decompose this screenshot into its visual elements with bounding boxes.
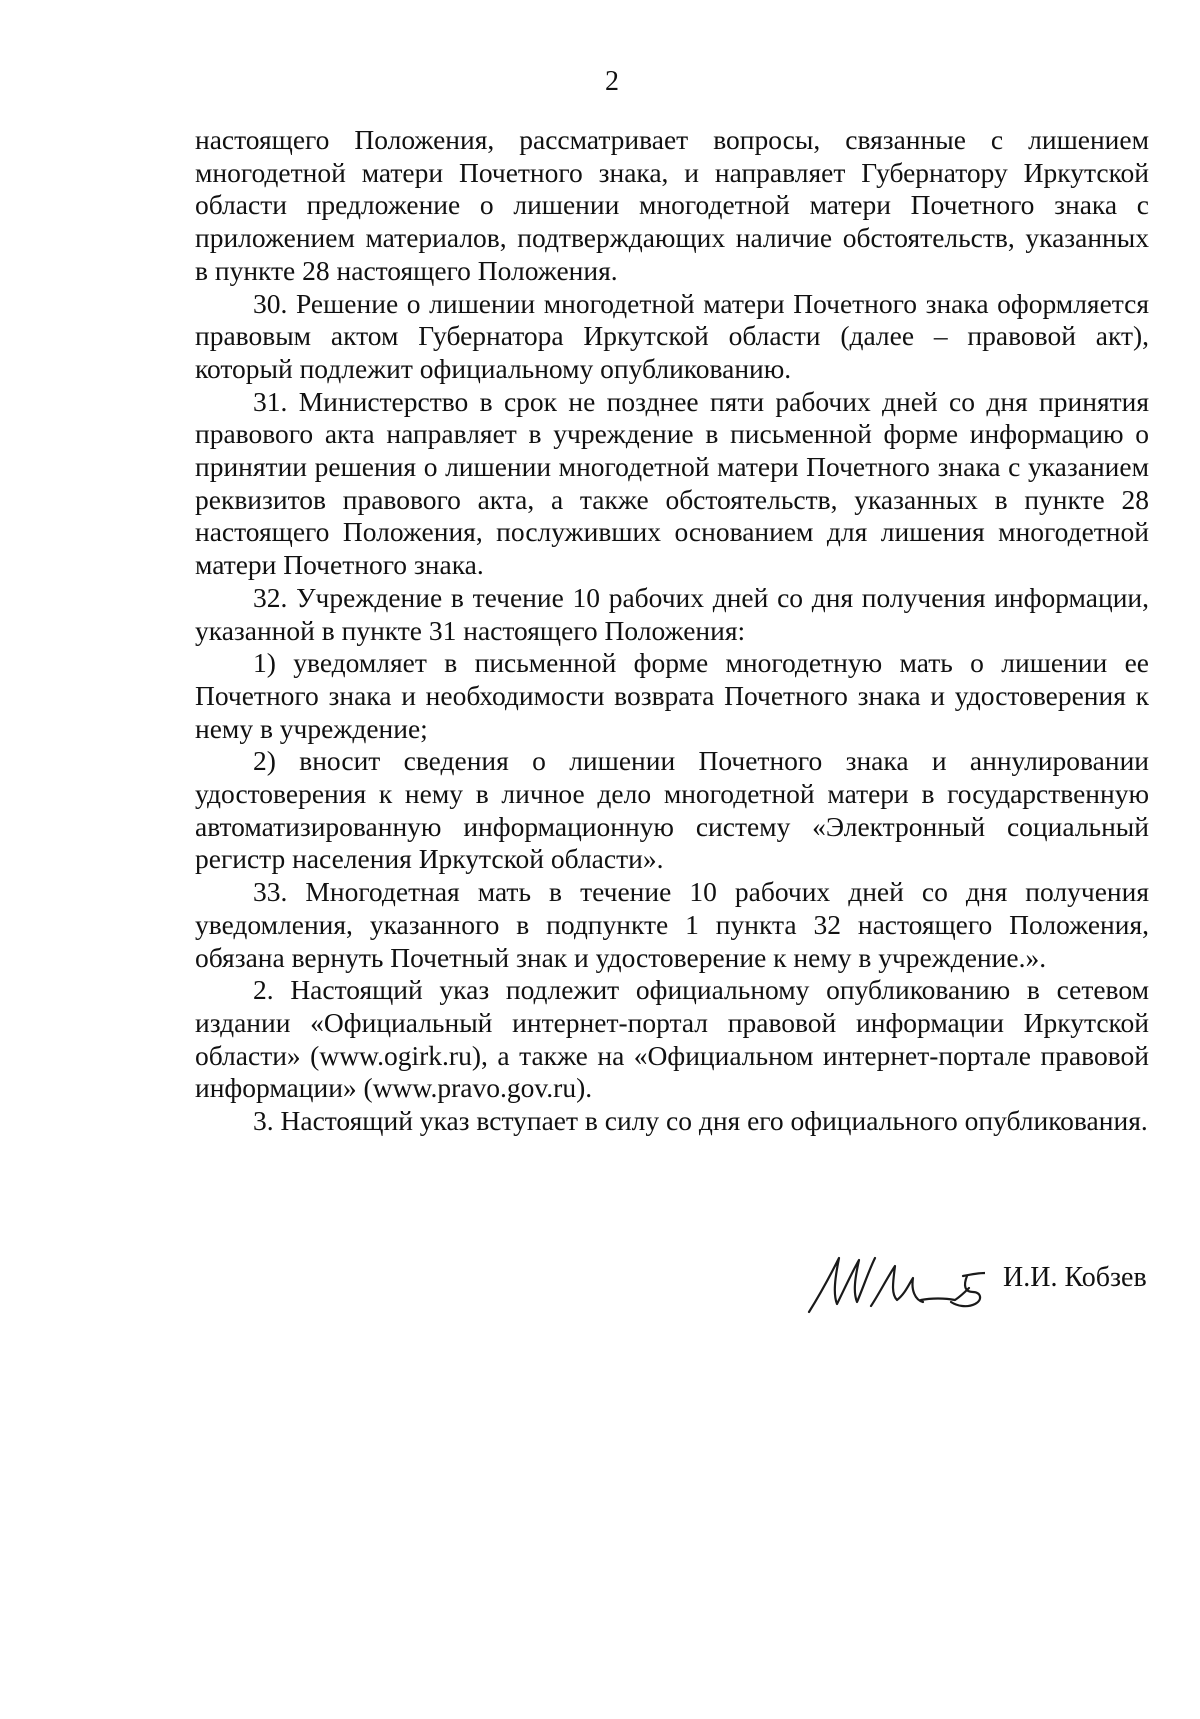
paragraph-item-30: 30. Решение о лишении многодетной матери Почетного знака оформляется правовым актом Губернатора Иркутской области (далее – правовой акт), который подлежит официальному опубликованию. <box>195 287 1149 384</box>
paragraph-continuation: настоящего Положения, рассматривает вопросы, связанные с лишением многодетной матери Почетного знака, и направляет Губернатору Иркутской области предложение о лишении многодетной матери Почетного знака с приложением материалов, подтверждающих наличие обстоятельств, указанных в пункте 28 настоящего Положения. <box>195 124 1149 286</box>
paragraph-decree-3: 3. Настоящий указ вступает в силу со дня его официального опубликования. <box>253 1105 1148 1137</box>
handwritten-signature <box>805 1248 985 1316</box>
paragraph-item-32: 32. Учреждение в течение 10 рабочих дней со дня получения информации, указанной в пункте 31 настоящего Положения: <box>195 581 1149 646</box>
signer-name: И.И. Кобзев <box>1003 1262 1147 1293</box>
paragraph-decree-2: 2. Настоящий указ подлежит официальному опубликованию в сетевом издании «Официальный интернет-портал правовой информации Иркутской области» (www.ogirk.ru), а также на «Официальном интернет-портале правовой информации» (www.pravo.gov.ru). <box>195 974 1149 1104</box>
page-number: 2 <box>605 66 619 97</box>
document-body <box>195 124 1149 1138</box>
paragraph-subitem-2: 2) вносит сведения о лишении Почетного знака и аннулировании удостоверения к нему в личное дело многодетной матери в государственную автоматизированную информационную систему «Электронный социальный регистр населения Иркутской области». <box>195 745 1149 875</box>
signature-block <box>805 1248 1160 1318</box>
paragraph-item-31: 31. Министерство в срок не позднее пяти рабочих дней со дня принятия правового акта направляет в учреждение в письменной форме информацию о принятии решения о лишении многодетной матери Почетного знака с указанием реквизитов правового акта, а также обстоятельств, указанных в пункте 28 настоящего Положения, послуживших основанием для лишения многодетной матери Почетного знака. <box>195 385 1149 581</box>
paragraph-subitem-1: 1) уведомляет в письменной форме многодетную мать о лишении ее Почетного знака и необходимости возврата Почетного знака и удостоверения к нему в учреждение; <box>195 647 1149 744</box>
paragraph-item-33: 33. Многодетная мать в течение 10 рабочих дней со дня получения уведомления, указанного в подпункте 1 пункта 32 настоящего Положения, обязана вернуть Почетный знак и удостоверение к нему в учреждение.». <box>195 876 1149 973</box>
